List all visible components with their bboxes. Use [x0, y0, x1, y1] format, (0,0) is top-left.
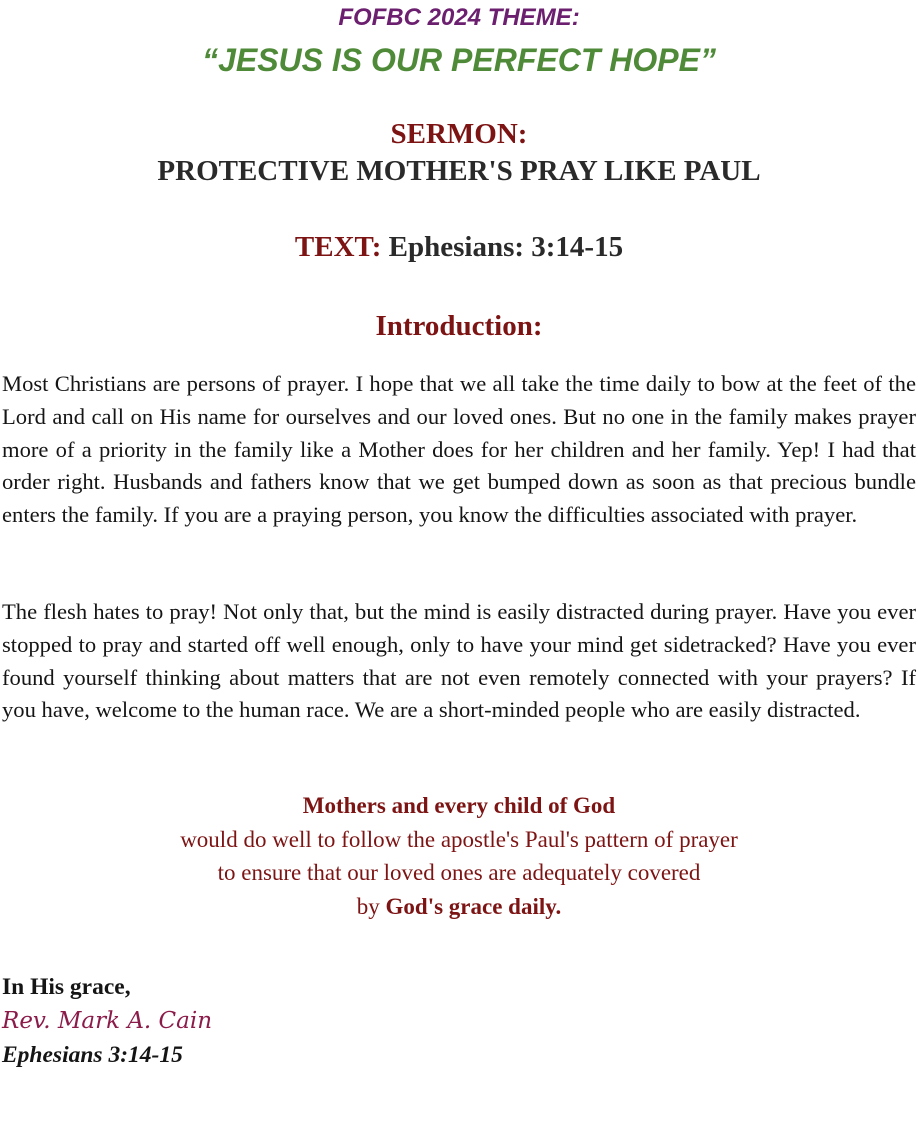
signoff-closing: In His grace,: [2, 974, 131, 1000]
callout-line-4: [0, 890, 918, 924]
intro-paragraph-2: The flesh hates to pray! Not only that, but the mind is easily distracted during prayer. Have you ever stopped to pray and started off well enough, only to have your mind get sidetracked? Have you ever found yourself thinking about matters that are not even remotely connected with your prayers? If you have, welcome to the human race. We are a short-minded people who are easily distracted.: [2, 599, 916, 723]
theme-title: “JESUS IS OUR PERFECT HOPE”: [202, 42, 716, 78]
sermon-title: PROTECTIVE MOTHER'S PRAY LIKE PAUL: [157, 155, 761, 187]
sermon-label: SERMON:: [390, 118, 528, 150]
signoff-reference: Ephesians 3:14-15: [2, 1042, 183, 1068]
callout-line-2: would do well to follow the apostle's Paul's pattern of prayer: [180, 826, 738, 852]
introduction-heading: Introduction:: [375, 310, 543, 342]
theme-label: FOFBC 2024 THEME:: [338, 4, 580, 31]
callout-line-4-prefix: by: [356, 893, 380, 919]
scripture-text-line: [0, 229, 918, 265]
text-reference: Ephesians: 3:14-15: [388, 231, 624, 263]
signature: Rev. Mark A. Cain: [2, 1008, 213, 1034]
text-label: TEXT:: [294, 231, 382, 263]
callout-block: [0, 789, 918, 923]
callout-line-1: Mothers and every child of God: [302, 793, 616, 818]
callout-line-3: to ensure that our loved ones are adequately covered: [217, 860, 701, 885]
intro-paragraph-1: Most Christians are persons of prayer. I hope that we all take the time daily to bow at the feet of the Lord and call on His name for ourselves and our loved ones. But no one in the family makes prayer more of a priority in the family like a Mother does for her children and her family. Yep! I had that order right. Husbands and fathers know that we get bumped down as soon as that precious bundle enters the family. If you are a praying person, you know the difficulties associated with prayer.: [2, 371, 916, 528]
callout-line-4-bold: God's grace daily.: [385, 893, 562, 919]
signoff-block: [2, 970, 602, 1072]
